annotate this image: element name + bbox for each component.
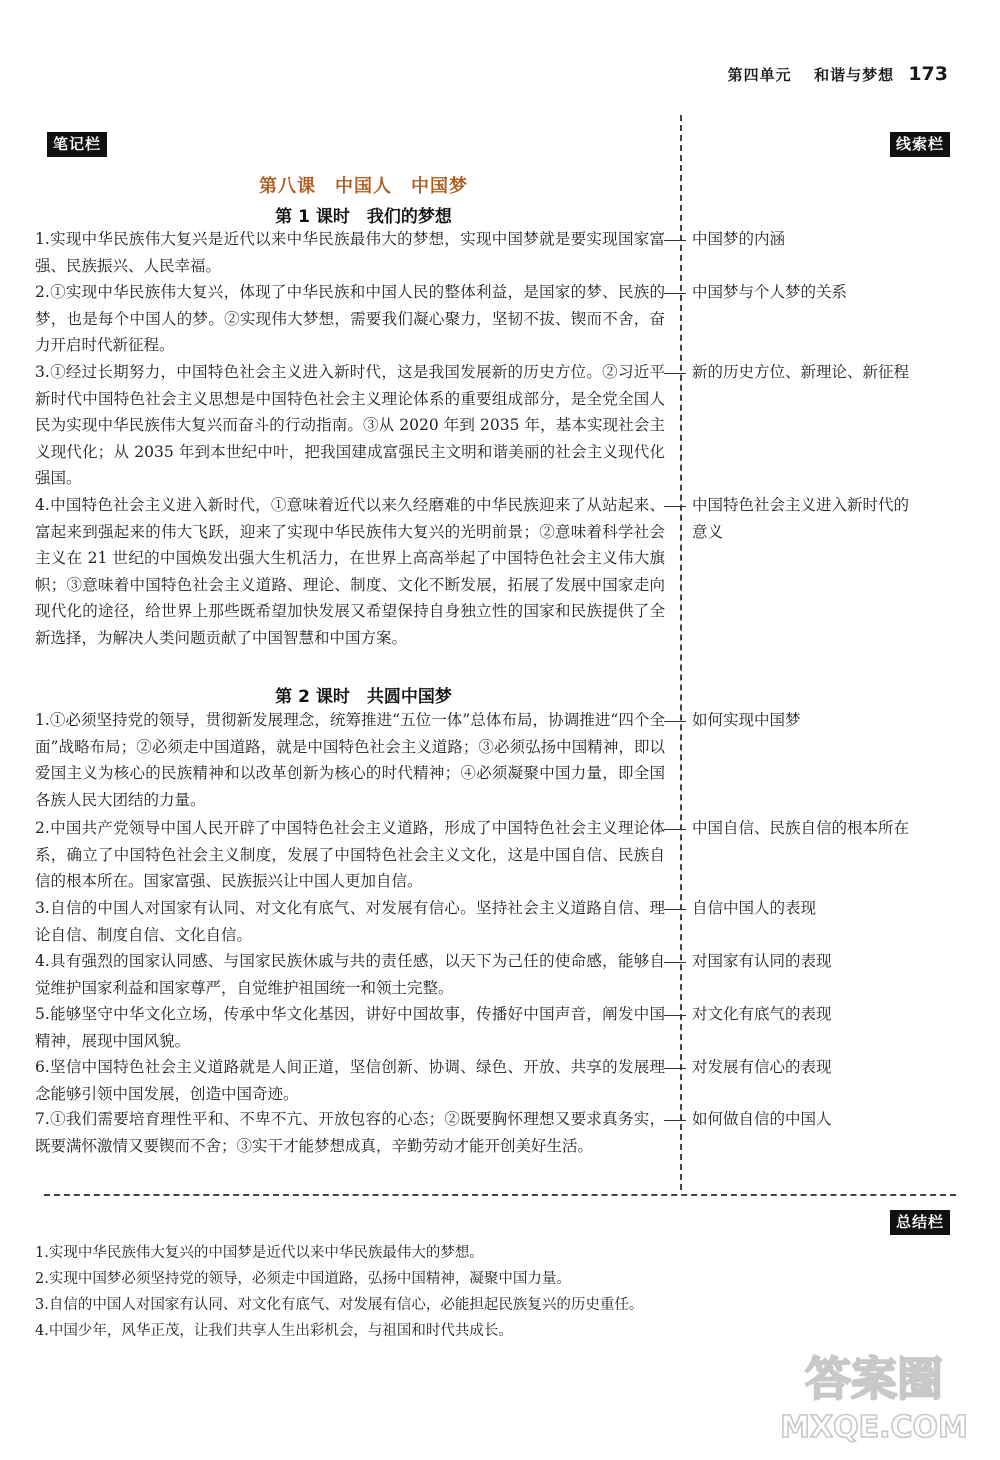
notes-column-tag: 笔记栏 [47, 132, 107, 157]
clue-connector [664, 226, 692, 253]
clue-item: 对发展有信心的表现 [664, 1054, 964, 1081]
clue-connector [664, 895, 692, 922]
clue-connector [664, 1001, 692, 1028]
clue-item: 对文化有底气的表现 [664, 1001, 964, 1028]
note-item: 7.①我们需要培育理性平和、不卑不亢、开放包容的心态；②既要胸怀理想又要求真务实，既要满怀激情又要锲而不舍；③实干才能梦想成真，辛勤劳动才能开创美好生活。 [35, 1110, 665, 1155]
unit-label: 第四单元 [727, 66, 792, 84]
clue-item: 新的历史方位、新理论、新征程 [664, 359, 964, 386]
topic-label: 和谐与梦想 [814, 66, 895, 84]
note-item: 6.坚信中国特色社会主义道路就是人间正道，坚信创新、协调、绿色、开放、共享的发展理念能够引领中国发展，创造中国奇迹。 [35, 1058, 665, 1103]
clue-item: 自信中国人的表现 [664, 895, 964, 922]
clue-item: 如何做自信的中国人 [664, 1106, 964, 1133]
note-item: 3.自信的中国人对国家有认同、对文化有底气、对发展有信心。坚持社会主义道路自信、理论自信、制度自信、文化自信。 [35, 899, 665, 944]
clue-connector [664, 815, 692, 842]
watermark-top-text: 答案圈 [805, 1352, 943, 1406]
clue-connector [664, 948, 692, 975]
note-item: 4.具有强烈的国家认同感、与国家民族休戚与共的责任感，以天下为己任的使命感，能够自觉维护国家利益和国家尊严，自觉维护祖国统一和领土完整。 [35, 952, 665, 997]
clue-column-tag: 线索栏 [890, 132, 950, 157]
clue-connector [664, 1054, 692, 1081]
clue-item: 中国特色社会主义进入新时代的 意义 [664, 492, 964, 545]
summary-divider [44, 1194, 956, 1196]
watermark-logo [774, 1333, 974, 1448]
lesson-title: 第八课 中国人 中国梦 [259, 176, 468, 197]
clue-item: 如何实现中国梦 [664, 707, 964, 734]
note-item: 3.①经过长期努力，中国特色社会主义进入新时代，这是我国发展新的历史方位。②习近平新时代中国特色社会主义思想是中国特色社会主义理论体系的重要组成部分，是全党全国人民为实现中华民族伟大复兴而奋斗的行动指南。③从 2020 年到 2035 年，基本实现社会主义现代化；从 2035 年到本世纪中叶，把我国建成富强民主文明和谐美丽的社会主义现代化强国。 [35, 363, 665, 487]
clue-connector [664, 359, 692, 386]
clue-connector [664, 492, 692, 519]
period-1-title: 第 1 课时 我们的梦想 [275, 207, 452, 227]
watermark-bottom-text: MXQE.COM [780, 1410, 968, 1445]
summary-column-tag: 总结栏 [890, 1210, 950, 1235]
clue-item: 中国自信、民族自信的根本所在 [664, 815, 964, 842]
page-number: 173 [908, 63, 948, 85]
column-divider [680, 115, 682, 1190]
summary-item: 3.自信的中国人对国家有认同、对文化有底气、对发展有信心，必能担起民族复兴的历史重任。 [35, 1297, 644, 1313]
clue-item: 中国梦的内涵 [664, 226, 964, 253]
period-2-title: 第 2 课时 共圆中国梦 [275, 687, 452, 707]
note-item: 1.实现中华民族伟大复兴是近代以来中华民族最伟大的梦想，实现中国梦就是要实现国家富强、民族振兴、人民幸福。 [35, 230, 665, 275]
summary-item: 4.中国少年，风华正茂，让我们共享人生出彩机会，与祖国和时代共成长。 [35, 1323, 513, 1339]
page-header [728, 63, 948, 85]
summary-item: 1.实现中华民族伟大复兴的中国梦是近代以来中华民族最伟大的梦想。 [35, 1245, 484, 1261]
clue-connector [664, 1106, 692, 1133]
clue-item: 中国梦与个人梦的关系 [664, 279, 964, 306]
clue-connector [664, 279, 692, 306]
summary-item: 2.实现中国梦必须坚持党的领导，必须走中国道路，弘扬中国精神，凝聚中国力量。 [35, 1271, 571, 1287]
clue-item: 对国家有认同的表现 [664, 948, 964, 975]
note-item: 2.①实现中华民族伟大复兴，体现了中华民族和中国人民的整体利益，是国家的梦、民族的梦，也是每个中国人的梦。②实现伟大梦想，需要我们凝心聚力，坚韧不拔、锲而不舍，奋力开启时代新征程。 [35, 283, 665, 354]
note-item: 4.中国特色社会主义进入新时代，①意味着近代以来久经磨难的中华民族迎来了从站起来、富起来到强起来的伟大飞跃，迎来了实现中华民族伟大复兴的光明前景；②意味着科学社会主义在 21 世纪的中国焕发出强大生机活力，在世界上高高举起了中国特色社会主义伟大旗帜；③意味着中国特色社会主义道路、理论、制度、文化不断发展，拓展了发展中国家走向现代化的途径，给世界上那些既希望加快发展又希望保持自身独立性的国家和民族提供了全新选择，为解决人类问题贡献了中国智慧和中国方案。 [35, 496, 665, 647]
clue-connector [664, 707, 692, 734]
note-item: 5.能够坚守中华文化立场，传承中华文化基因，讲好中国故事，传播好中国声音，阐发中国精神，展现中国风貌。 [35, 1005, 665, 1050]
note-item: 2.中国共产党领导中国人民开辟了中国特色社会主义道路，形成了中国特色社会主义理论体系，确立了中国特色社会主义制度，发展了中国特色社会主义文化，这是中国自信、民族自信的根本所在。国家富强、民族振兴让中国人更加自信。 [35, 819, 665, 890]
note-item: 1.①必须坚持党的领导，贯彻新发展理念，统筹推进“五位一体”总体布局，协调推进“四个全面”战略布局；②必须走中国道路，就是中国特色社会主义道路；③必须弘扬中国精神，即以爱国主义为核心的民族精神和以改革创新为核心的时代精神；④必须凝聚中国力量，即全国各族人民大团结的力量。 [35, 711, 665, 809]
